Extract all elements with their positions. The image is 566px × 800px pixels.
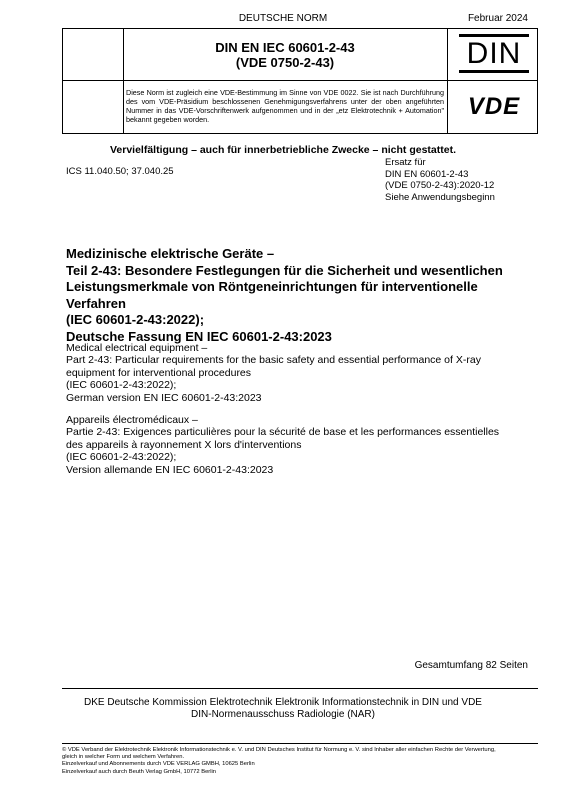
header-top-border [62,28,538,29]
replacement-line: (VDE 0750-2-43):2020-12 [385,180,495,191]
title-english [66,342,536,404]
din-logo-text: DIN [466,37,522,70]
title-line: Verfahren [66,295,126,311]
header-middle-border [62,80,538,81]
publication-date: Februar 2024 [467,13,528,24]
document-title [124,40,446,70]
title-line: Partie 2-43: Exigences particulières pour la sécurité de base et les performances essentielles [66,426,500,439]
din-logo-bottom-bar [459,70,529,73]
vde-logo: VDE [467,93,521,120]
title-line: Medizinische elektrische Geräte – [66,246,275,261]
dke-line: DKE Deutsche Kommission Elektrotechnik Elektronik Informationstechnik in DIN und VDE [84,697,482,708]
title-line: Deutsche Fassung EN IEC 60601-2-43:2023 [66,328,332,344]
footer-line: © VDE Verband der Elektrotechnik Elektronik Informationstechnik e. V. und DIN Deutsches Institut für Normung e. V. sind Inhaber aller einfachen Rechte der Verwertung, [62,747,496,753]
footer-line: Einzelverkauf auch durch Beuth Verlag GmbH, 10772 Berlin [62,768,217,775]
document-number: DIN EN IEC 60601-2-43 [215,40,355,55]
vde-number: (VDE 0750-2-43) [235,55,335,70]
footer-line: gleich in welcher Form und welchem Verfahren. [62,754,185,761]
title-line: equipment for interventional procedures [66,366,252,379]
dke-committee [0,697,566,721]
header-left-border [62,28,63,134]
title-line: German version EN IEC 60601-2-43:2023 [66,391,262,404]
title-line: Teil 2-43: Besondere Festlegungen für die Sicherheit und wesentlichen [66,262,503,278]
title-french [66,414,536,476]
title-line: (IEC 60601-2-43:2022); [66,451,177,464]
ics-codes: ICS 11.040.50; 37.040.25 [66,166,174,177]
replacement-info [385,157,495,203]
replacement-line: DIN EN 60601-2-43 [385,168,469,180]
title-line: Version allemande EN IEC 60601-2-43:2023 [66,463,274,476]
title-line: Medical electrical equipment – [66,342,208,354]
title-line: Part 2-43: Particular requirements for the basic safety and essential performance of X-ray [66,354,481,367]
header-bottom-border [62,133,538,134]
title-line: Appareils électromédicaux – [66,414,198,426]
copyright-footer [62,747,562,776]
title-line: Leistungsmerkmale von Röntgeneinrichtungen für interventionelle [66,279,478,294]
din-logo [455,34,533,76]
title-line: (IEC 60601-2-43:2022); [66,379,177,392]
reproduction-notice: Vervielfältigung – auch für innerbetriebliche Zwecke – nicht gestattet. [109,144,456,156]
footer-line: Einzelverkauf und Abonnements durch VDE VERLAG GMBH, 10625 Berlin [62,761,255,768]
replacement-line: Siehe Anwendungsbeginn [385,191,495,203]
footer-divider [62,743,538,744]
dke-divider [62,688,538,689]
total-pages: Gesamtumfang 82 Seiten [414,660,528,671]
title-line: des appareils à rayonnement X lors d'interventions [66,438,302,451]
title-line: (IEC 60601-2-43:2022); [66,312,205,327]
header-divider-right [447,28,448,134]
norm-type: DEUTSCHE NORM [238,13,328,24]
header-right-border [537,28,538,134]
vde-note: Diese Norm ist zugleich eine VDE-Bestimmung im Sinne von VDE 0022. Sie ist nach Durchführung des vom VDE-Präsidium beschlossenen Genehmigungsverfahrens unter der oben angeführten Nummer in das VDE-Vorschriftenwerk aufgenommen und in der „etz Elektrotechnik + Automation" bekannt gegeben worden. [126,88,444,124]
dke-line: DIN-Normenausschuss Radiologie (NAR) [191,709,375,720]
replacement-line: Ersatz für [385,157,426,168]
title-german [66,246,536,345]
